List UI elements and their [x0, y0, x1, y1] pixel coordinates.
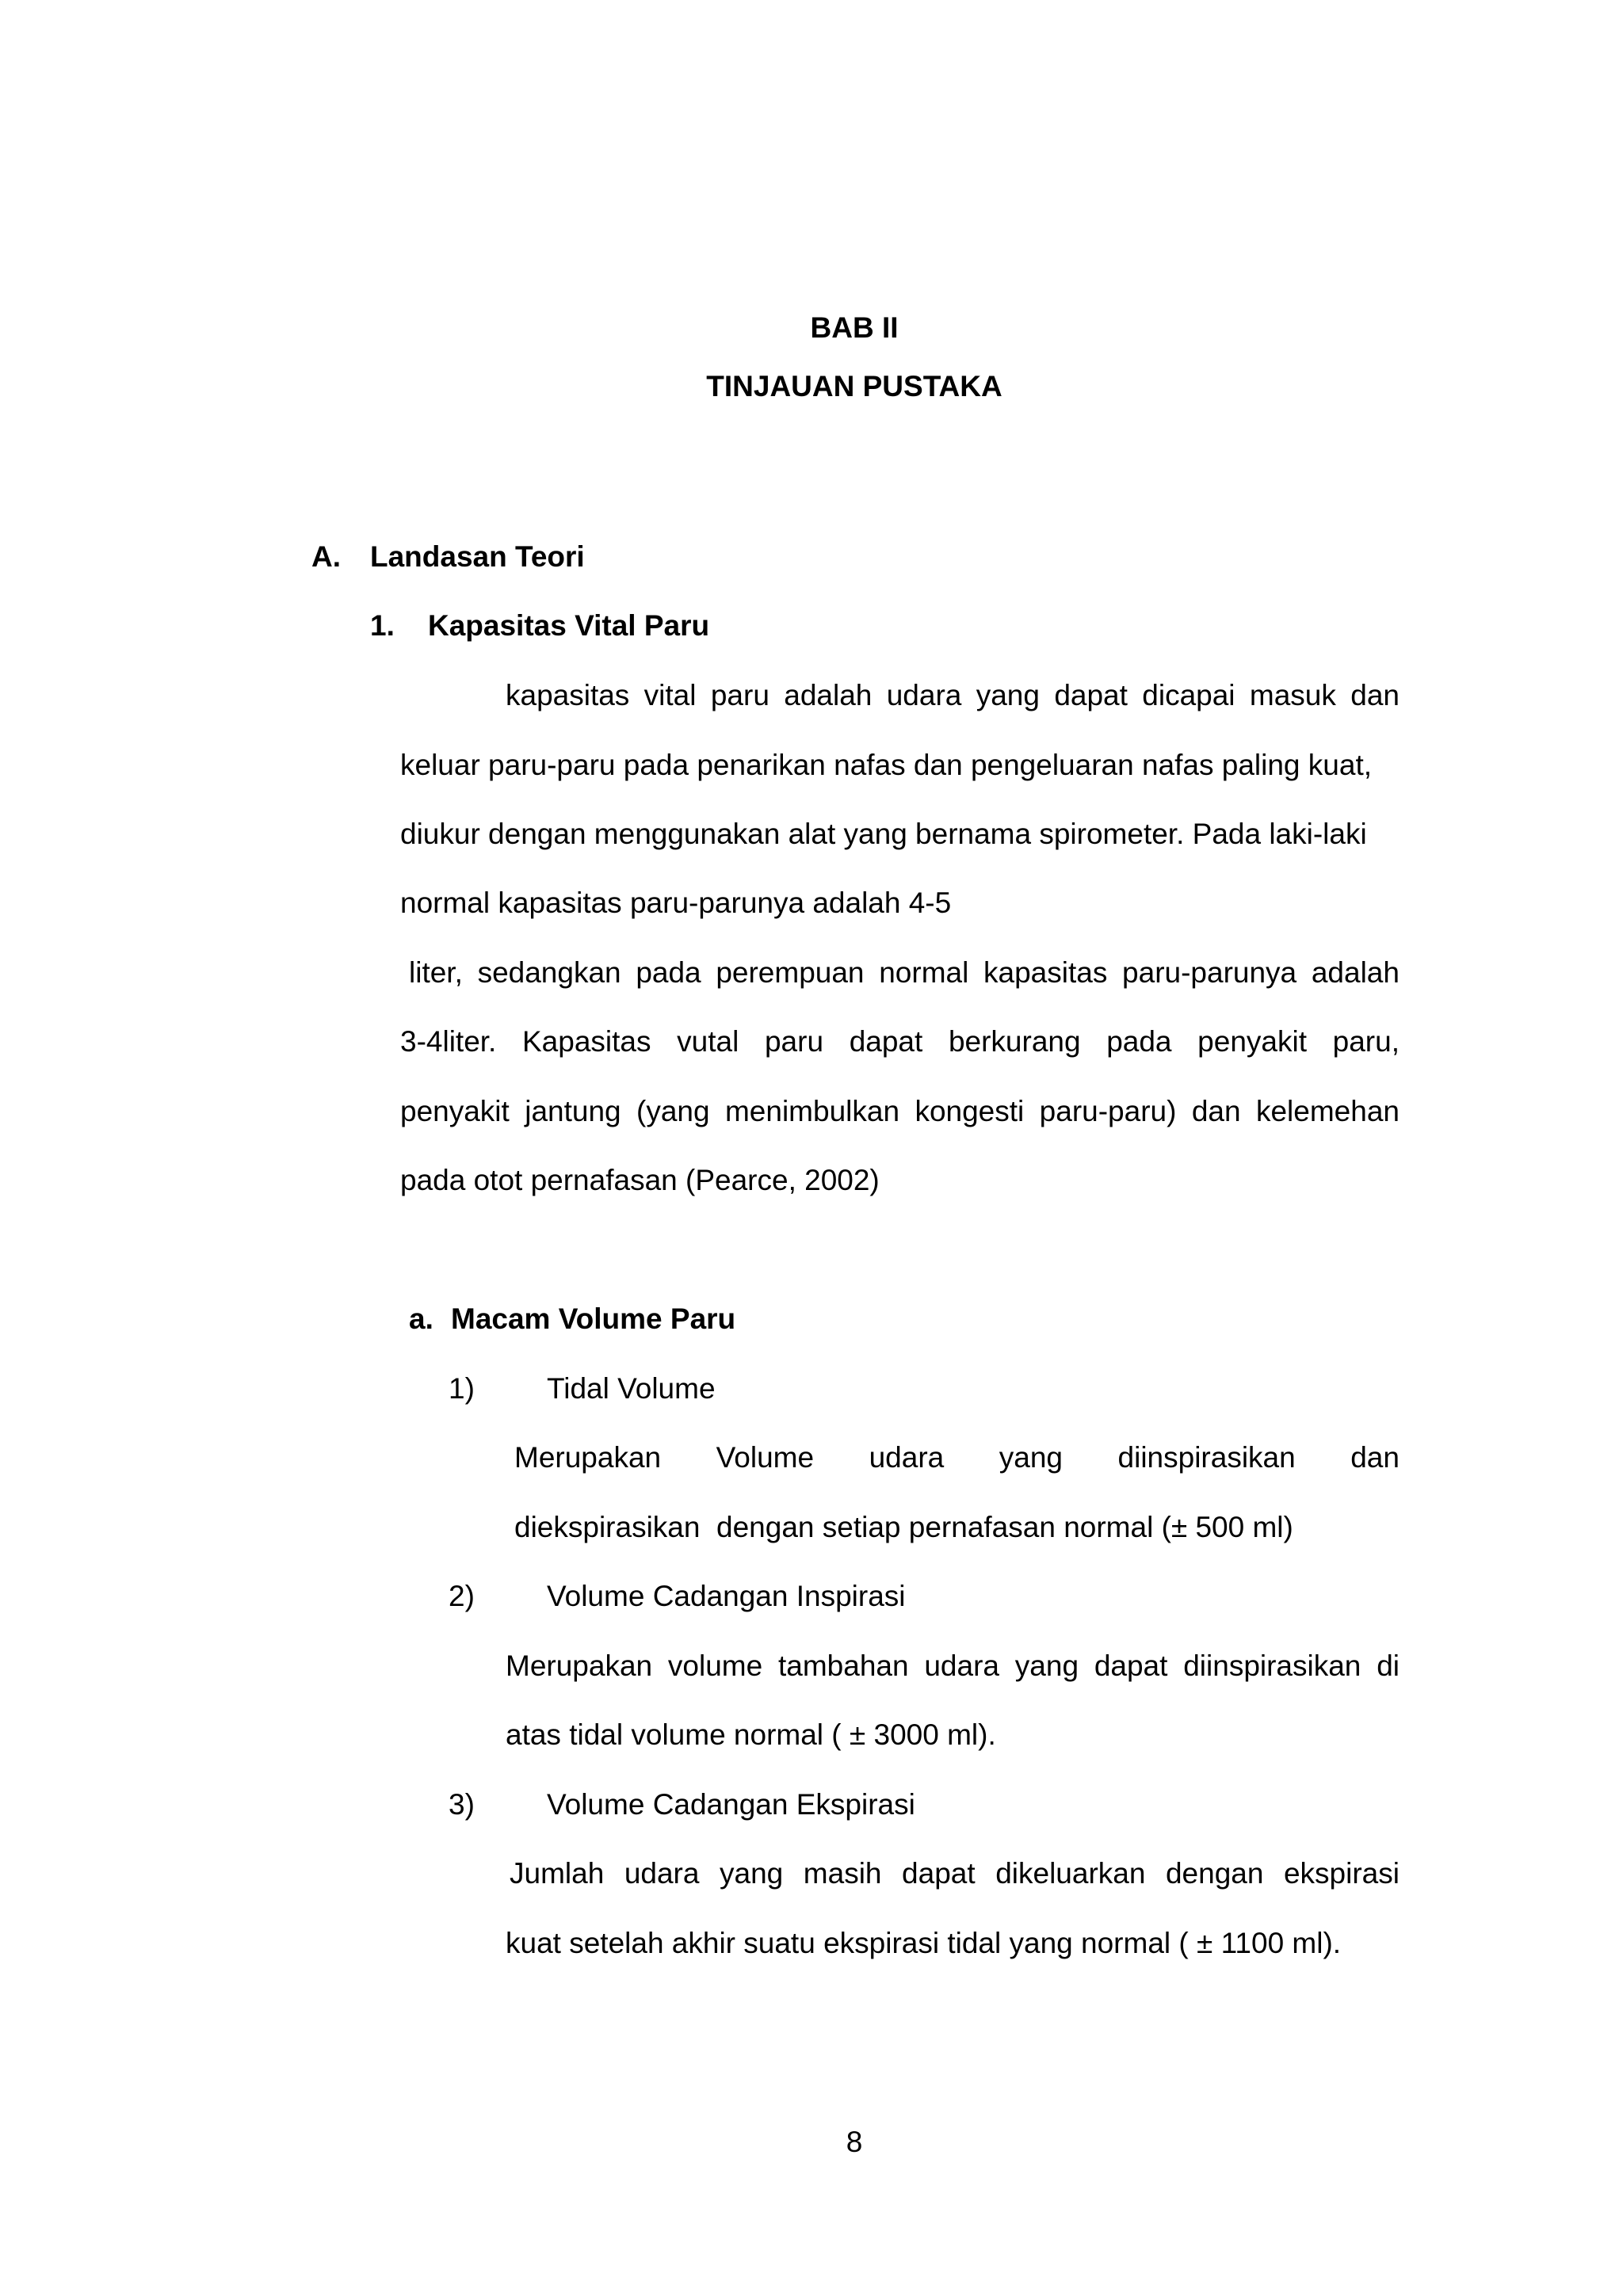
item-2-number: 2): [449, 1580, 475, 1612]
word: paru: [710, 679, 769, 711]
word: diinspirasikan: [1117, 1441, 1296, 1474]
word: udara: [886, 679, 962, 711]
word: ekspirasi: [1283, 1857, 1400, 1890]
word: yang: [999, 1441, 1063, 1474]
word: paru,: [1332, 1025, 1400, 1058]
word: paru-parunya: [1122, 956, 1297, 989]
word: kapasitas: [506, 679, 630, 711]
item-3-line-1: [510, 1856, 1400, 1891]
word: volume: [667, 1650, 763, 1682]
subsection-a-title: Macam Volume Paru: [451, 1302, 736, 1335]
chapter-label: BAB II: [810, 311, 899, 344]
word: penyakit: [400, 1095, 510, 1127]
item-1-line-1: [514, 1440, 1400, 1475]
word: kongesti: [915, 1095, 1025, 1127]
word: pada: [636, 956, 701, 989]
word: masih: [803, 1857, 882, 1890]
word: Merupakan: [506, 1650, 653, 1682]
word: yang: [1014, 1650, 1079, 1682]
item-2-title: Volume Cadangan Inspirasi: [547, 1580, 906, 1612]
word: (yang: [636, 1095, 710, 1127]
word: menimbulkan: [724, 1095, 900, 1127]
paragraph-line-8: pada otot pernafasan (Pearce, 2002): [400, 1164, 880, 1196]
word: dan: [1350, 1441, 1400, 1474]
word: kapasitas: [983, 956, 1108, 989]
word: perempuan: [716, 956, 865, 989]
word: dan: [1191, 1095, 1241, 1127]
word: adalah: [1311, 956, 1400, 989]
word: diinspirasikan: [1183, 1650, 1361, 1682]
subsection-1-title: Kapasitas Vital Paru: [428, 609, 710, 642]
word: dapat: [1054, 679, 1128, 711]
paragraph-line-6: [400, 1024, 1400, 1059]
item-3-line-2: kuat setelah akhir suatu ekspirasi tidal yang normal ( ± 1100 ml).: [506, 1927, 1342, 1959]
item-1-number: 1): [449, 1372, 475, 1405]
word: dengan: [1165, 1857, 1264, 1890]
section-a-title: Landasan Teori: [370, 540, 585, 573]
paragraph-line-3: diukur dengan menggunakan alat yang bernama spirometer. Pada laki-laki: [400, 818, 1367, 850]
word: dapat: [849, 1025, 923, 1058]
subsection-a-marker: a.: [409, 1302, 433, 1335]
word: dapat: [1094, 1650, 1168, 1682]
word: paru: [764, 1025, 824, 1058]
word: udara: [624, 1857, 700, 1890]
word: 3-4liter.: [400, 1025, 497, 1058]
page-number: 8: [846, 2126, 863, 2158]
paragraph-line-5: [409, 955, 1400, 990]
word: berkurang: [948, 1025, 1081, 1058]
item-1-title: Tidal Volume: [547, 1372, 716, 1405]
word: dan: [1350, 679, 1400, 711]
word: adalah: [784, 679, 873, 711]
word: Jumlah: [510, 1857, 605, 1890]
word: jantung: [525, 1095, 621, 1127]
subsection-1-marker: 1.: [370, 609, 395, 642]
word: vutal: [677, 1025, 739, 1058]
item-3-number: 3): [449, 1788, 475, 1821]
word: vital: [643, 679, 697, 711]
word: yang: [976, 679, 1040, 711]
word: di: [1377, 1650, 1400, 1682]
item-2-line-2: atas tidal volume normal ( ± 3000 ml).: [506, 1718, 996, 1751]
word: Merupakan: [514, 1441, 662, 1474]
word: sedangkan: [477, 956, 621, 989]
word: Kapasitas: [522, 1025, 651, 1058]
item-2-line-1: [506, 1649, 1400, 1684]
paragraph-line-1: [506, 678, 1400, 713]
paragraph-line-7: [400, 1094, 1400, 1129]
paragraph-line-4: normal kapasitas paru-parunya adalah 4-5: [400, 887, 952, 919]
chapter-title: TINJAUAN PUSTAKA: [706, 370, 1002, 402]
word: udara: [924, 1650, 999, 1682]
word: Volume: [716, 1441, 815, 1474]
word: yang: [720, 1857, 784, 1890]
word: kelemehan: [1255, 1095, 1400, 1127]
section-a-marker: A.: [311, 540, 341, 573]
item-1-line-2: diekspirasikan dengan setiap pernafasan normal (± 500 ml): [514, 1511, 1293, 1543]
word: dikeluarkan: [995, 1857, 1146, 1890]
word: liter,: [409, 956, 463, 989]
word: pada: [1106, 1025, 1172, 1058]
word: paru-paru): [1039, 1095, 1177, 1127]
item-3-title: Volume Cadangan Ekspirasi: [547, 1788, 915, 1821]
word: dicapai: [1142, 679, 1235, 711]
word: udara: [869, 1441, 945, 1474]
word: dapat: [902, 1857, 976, 1890]
word: masuk: [1249, 679, 1336, 711]
word: penyakit: [1197, 1025, 1307, 1058]
word: normal: [879, 956, 969, 989]
paragraph-line-2: keluar paru-paru pada penarikan nafas dan pengeluaran nafas paling kuat,: [400, 749, 1373, 781]
word: tambahan: [777, 1650, 909, 1682]
